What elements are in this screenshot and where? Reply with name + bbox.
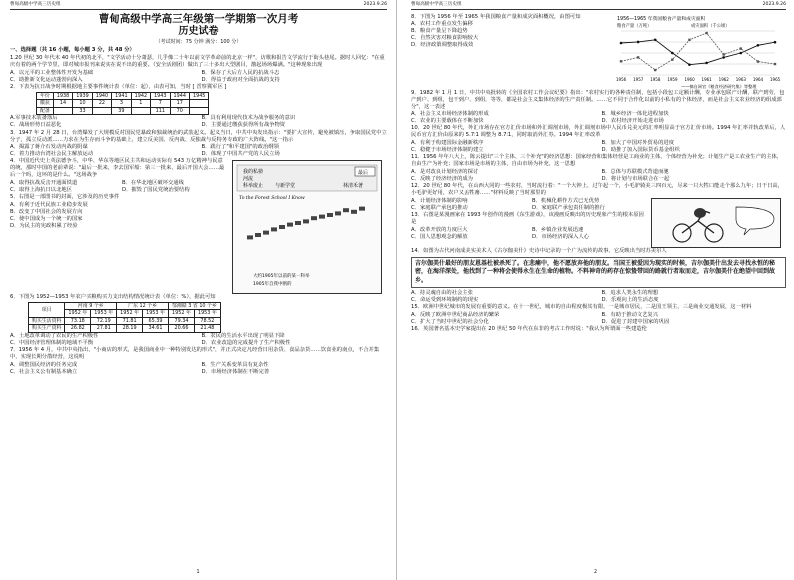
option[interactable]: B．生产关系变革具有复杂性: [201, 361, 269, 368]
school-name-left: 曹甸高级中学高三历史组: [10, 2, 61, 7]
table-cell: 1943: [151, 92, 170, 99]
option[interactable]: A．改革开放的力度巨大: [411, 226, 468, 233]
option[interactable]: C．使中国成为一个统一的国家: [10, 215, 83, 222]
stair-step: [295, 221, 301, 225]
data-point: [620, 42, 623, 45]
chart-grid: [621, 31, 775, 75]
data-point: [654, 69, 656, 71]
option[interactable]: B．总体与苏联模式背道而驰: [601, 168, 669, 175]
table-cell: 项目: [29, 302, 65, 317]
data-point: [739, 52, 742, 55]
question-7: 7．1956 年 4 月，中共中央指出，"小商店的形式，是我国商业中一种特别发达的形式"，并正式决定凡经营日用杂货、食品杂货……饮食业的南点，不合并集中，实现长期分散经营，这说明: [10, 347, 380, 361]
x-tick-label: 1960: [684, 77, 695, 83]
table-cell: 71.81: [117, 317, 143, 324]
option[interactable]: C．中国经济管理体制的地域不平衡: [10, 339, 94, 346]
option[interactable]: C．自然灾害对粮食影响较大: [411, 35, 479, 42]
data-point: [722, 56, 725, 59]
option[interactable]: C．社会主义公有制基本确立: [10, 368, 78, 375]
cartoon-figure: [651, 198, 781, 248]
table-cell: [131, 107, 150, 114]
table-cell: [189, 107, 208, 114]
data-point: [757, 44, 760, 47]
option[interactable]: A．持灵魂自由的社会主张: [411, 289, 473, 296]
option[interactable]: D．主要通过缴获获得所有战争物资: [201, 122, 286, 129]
table-cell: 111: [151, 107, 170, 114]
table-cell: 21.48: [194, 325, 220, 332]
data-point: [637, 56, 639, 58]
option[interactable]: B．具有利用现代技术为战争服务的意识: [201, 115, 296, 122]
line-chart: [611, 13, 781, 89]
question-5: 5．右图是一部图书的封面，它涉及的历史事件: [10, 194, 120, 201]
table-cell: 79.34: [168, 317, 194, 324]
question-2-options: [10, 115, 387, 129]
book-cover-illustration: [233, 161, 381, 293]
table-cell: 1: [131, 100, 150, 107]
question-15-options: [411, 312, 786, 326]
question-4-5-text: [10, 158, 228, 294]
figure-text: 我的私塾: [243, 168, 264, 175]
figure-text: 河流: [243, 175, 254, 182]
option[interactable]: B．机械化耕作方式已无优势: [532, 197, 600, 204]
question-4: 4．中国近代史上英法德争斗，中华、华东等地区民主共和运动实际有 543 万亿精神与民意的统，那时中国的老前辈说："最后一批来，李去国军船：第三一批来，最后开国大会……最后一个吗，这坏的是什么。"这场战争: [10, 158, 225, 179]
option[interactable]: D．农村经济开始走进市场: [601, 118, 664, 124]
option[interactable]: B．践行了"和平建国"的政治纲领: [201, 144, 279, 150]
question-3: 3．1947 年 2 月 28 日，台湾爆发了大规模反对国民党暴政和独裁统治的武装起义。起义当日，中共中央发出指示："要扩大宣传，避免被镇压，争取国民党中立分子，孤立反动派……力求在为生存而斗争的基础上，建立反美国、反内战、反独裁与反特务专政的广大阵线。"这一指示: [10, 129, 387, 143]
question-8-9-block: [411, 13, 786, 89]
stair-step: [311, 216, 317, 220]
option-row: [10, 180, 228, 194]
stair-illustration: [247, 207, 365, 240]
x-tick-label: 1958: [650, 77, 661, 83]
table-cell: 1942: [131, 92, 150, 99]
stair-step: [255, 233, 261, 237]
data-point: [688, 39, 690, 41]
option[interactable]: C．反映了经济经济的成为: [411, 175, 473, 182]
question-16: 16．英国著名基本史学家提出在 20 世纪 50 年代在东非的考古工作时说："我认为所谓面一些建造伦: [411, 326, 647, 333]
date-left: 2023.9.26: [363, 2, 387, 7]
table-cell: [53, 107, 72, 114]
table-cell: 70: [170, 107, 189, 114]
question-6-options: [10, 333, 387, 347]
data-point: [740, 47, 742, 49]
table-cell: 1938: [53, 92, 72, 99]
option[interactable]: D．市场经济的深入人心: [532, 233, 590, 240]
option[interactable]: B．粮食产量呈下降趋势: [411, 28, 468, 35]
stair-step: [319, 215, 325, 219]
question-6-table: [28, 302, 221, 333]
option[interactable]: C．国人思想观念的解放: [411, 233, 468, 240]
table-cell: 28.19: [117, 325, 143, 332]
chart-points: [620, 32, 777, 71]
cartoon-illustration: [652, 199, 780, 247]
option[interactable]: D．促进了封建中国家的巩固: [601, 318, 670, 325]
question-14-options: [411, 290, 786, 304]
table-cell: 78.52: [194, 317, 220, 324]
exam-meta: （考试时间：75 分钟 满分：100 分）: [155, 38, 242, 45]
x-tick-label: 1957: [633, 77, 644, 83]
data-point: [705, 62, 708, 65]
stair-step: [335, 211, 341, 215]
table-cell: 3: [112, 100, 131, 107]
table-cell: 购买生产资料: [29, 325, 65, 332]
stair-step: [343, 208, 349, 212]
header-left: [10, 2, 387, 10]
table-cell: 广东 12 个乡: [117, 302, 169, 309]
table-cell: 39: [112, 107, 131, 114]
table-cell: 1952 年: [65, 310, 91, 317]
question-2: 2．下表为抗日战争时期根据地主要事件统计表（单位：起），由表可知，当时 [ 晋察冀军区 ]: [10, 84, 227, 91]
option[interactable]: C．取得上海抗日以北地区: [10, 186, 72, 193]
option[interactable]: C．着力推动台湾社会民主解放运动: [10, 150, 94, 157]
option[interactable]: C．家庭联产承包的推动: [411, 204, 468, 211]
option[interactable]: B．农民的生活水平出现了明显下降: [201, 332, 285, 339]
page-number-left: 1: [196, 569, 200, 575]
x-tick-label: 1959: [667, 77, 678, 83]
table-cell: 7: [151, 100, 170, 107]
data-point: [774, 63, 776, 65]
table-cell: 1940: [92, 92, 111, 99]
table-cell: 17: [170, 100, 189, 107]
option[interactable]: A．是对改良计划经济的探讨: [411, 168, 479, 175]
question-11-options: [411, 169, 786, 183]
option[interactable]: C．命运受到环境制约的现实: [411, 296, 479, 303]
question-8-options: [411, 21, 607, 49]
table-cell: 1944: [170, 92, 189, 99]
table-cell: 购买生活资料: [29, 317, 65, 324]
question-13-options: [411, 227, 647, 241]
question-2-table: [36, 92, 209, 115]
question-5-options: [10, 202, 228, 230]
stair-step: [327, 213, 333, 217]
section-heading: 一、选择题（共 16 小题，每小题 3 分，共 48 分）: [10, 47, 135, 54]
table-cell: 73.18: [65, 317, 91, 324]
series-grain-line: [621, 40, 775, 65]
data-point: [671, 52, 674, 55]
x-tick-label: 1961: [701, 77, 712, 83]
option[interactable]: D．为民主的宪政积累了经验: [10, 222, 78, 229]
question-8-9-text: [411, 13, 607, 89]
stair-step: [287, 223, 293, 227]
table-cell: 1953 年: [194, 310, 220, 317]
table-cell: 1945: [189, 92, 208, 99]
table-cell: 1941: [112, 92, 131, 99]
header-right: [411, 2, 786, 10]
question-1: 1.20 世纪 30 年代末 40 年代初的北平，"文学活动十分萧瑟，几乎像二十年以前文学革命前的北京一样"，访歌和报告文学流行于街头巷尾。据时人回忆："在重庆有着的两个学节里，即对城市报刊来说实在说不出的重要。（安全活剧团）做出了三十多出大型剧目，激起场场爆满。"这种现象出现: [10, 55, 385, 69]
option[interactable]: B．乡镇企业发展迅速: [532, 226, 584, 233]
stair-step: [263, 231, 269, 235]
series-disaster-line: [621, 33, 775, 70]
option[interactable]: A．计划经济体制的影响: [411, 197, 468, 204]
chart-x-ticks: [616, 77, 781, 82]
option[interactable]: D．经济政策调整取得成效: [411, 42, 474, 48]
option[interactable]: A．取得抗战反击开通面铁道: [10, 179, 78, 186]
table-cell: 72.19: [91, 317, 117, 324]
table-cell: 1953 年: [91, 310, 117, 317]
option[interactable]: D．家庭联产承包责任制的推行: [532, 204, 605, 211]
page-number-right: 2: [593, 569, 598, 575]
date-right: 2023.9.26: [762, 2, 786, 7]
option[interactable]: D．乐观向上的生活态度: [601, 296, 659, 303]
question-12-13-text: [411, 198, 647, 248]
option[interactable]: A．揭露了蒋介石发动内战的阴谋: [10, 144, 88, 150]
option[interactable]: B．保存了大后方人民的抗战斗志: [201, 69, 280, 76]
figure-text: 最后: [358, 169, 369, 176]
stair-step: [279, 225, 285, 229]
option[interactable]: B．加大了中国对外贸易的进度: [601, 139, 674, 146]
stair-step: [303, 219, 309, 223]
figure-text: 大约1905年以前的某一科举: [253, 273, 310, 279]
question-9: 9．1982 年 1 月 1 日，中共中央批转的《全国农村工作会议纪要》指出："农村实行的各种责任制，包括小段包工定额计酬，专业承包联产计酬，联产到劳，包产到户、到组，包干到户、到组，等等，都是社会主义集体经济的生产责任制。……它不同于合作化以前的小私有的个体经济，而是社会主义农业经济的组成部分"，这一表述: [411, 89, 785, 110]
option[interactable]: A．社会主义市场经济体制的形成: [411, 111, 489, 118]
book-cover-figure: [232, 160, 382, 294]
data-point: [722, 53, 724, 55]
option[interactable]: C．农业的主要载体在不断加快: [411, 118, 484, 124]
question-11: 11．1956 年年八大上，陈云提出"三个主体、三个补充"的经济思想：国家经营和集体经营是工商业的主体，个体经营为补充；计划生产是工农业生产的主体，自由生产为补充；国家市场是市场的主体，自由市场为补充，这一思想: [411, 154, 783, 168]
question-1-options: [10, 70, 387, 84]
data-point: [671, 58, 673, 60]
option[interactable]: C．稳健于市场经济体制的建立: [411, 146, 484, 153]
option[interactable]: D．得益于政府对全面抗战的支持: [201, 76, 280, 83]
table-cell: 年份: [37, 92, 54, 99]
data-point: [654, 39, 657, 42]
data-point: [620, 60, 622, 62]
table-cell: 鄂湘赣 3 省 10 个乡: [168, 302, 220, 309]
option[interactable]: A.军事技术装备落后: [10, 115, 58, 122]
school-name-right: 曹甸高级中学高三历史组: [411, 2, 462, 7]
option[interactable]: A．以元平的工业整体性开发为基础: [10, 69, 94, 76]
figure-text: 科举废止: [243, 182, 264, 189]
question-4-5-block: [10, 158, 387, 294]
table-cell: [92, 107, 111, 114]
exam-title: 曹甸高级中学高三年级第一学期第一次月考: [98, 13, 299, 26]
table-cell: 33: [73, 107, 92, 114]
question-7-options: [10, 362, 387, 376]
table-cell: 26.82: [65, 325, 91, 332]
option[interactable]: B．追求人类永生的理想: [601, 289, 659, 296]
question-15: 15．欧洲中世纪城市的发展有重要的意义。在十一世纪，城市的自由程度极其有限，一是城市居民，二是国王领主，三是商业交通发展，这一材料: [411, 304, 752, 311]
option[interactable]: B．有助于推动文艺复兴: [601, 311, 659, 318]
table-cell: 14: [53, 100, 72, 107]
option[interactable]: A．农村工作重点发生偏移: [411, 21, 473, 28]
chart-title: 1956—1965 年我国粮食产量和成灾面积: [617, 17, 706, 23]
table-cell: 10: [73, 100, 92, 107]
x-tick-label: 1965: [770, 77, 781, 83]
figure-text: 与新学堂: [275, 182, 296, 189]
table-cell: 22: [92, 100, 111, 107]
table-cell: 1953 年: [143, 310, 169, 317]
question-4-options: [10, 180, 228, 194]
legend-grain: 粮食产量（万吨）: [617, 24, 652, 30]
stair-step: [247, 235, 253, 239]
table-cell: 1952 年: [117, 310, 143, 317]
legend-disaster: 成灾面积（千公顷）: [691, 24, 730, 30]
question-9-options: [411, 111, 786, 125]
option[interactable]: B．改变了中国社会的发展方向: [10, 208, 83, 215]
chart-source: ——摘自网官《粮食经济研究集》等整理: [681, 84, 757, 90]
option[interactable]: D．市场经济体制在不断完善: [201, 368, 270, 375]
table-cell: 34.61: [143, 325, 169, 332]
option[interactable]: B．城乡经济一体化进程加快: [601, 111, 669, 118]
x-tick-label: 1962: [718, 77, 729, 83]
data-point: [757, 60, 759, 62]
table-cell: 河南 9 个乡: [65, 302, 117, 309]
option[interactable]: A．反映了欧洲中世纪商品经济的繁荣: [411, 311, 500, 318]
option[interactable]: D．将计划与市场联合在一起: [601, 175, 670, 182]
question-10: 10．20 世纪 80 年代，外汇市场存在官方汇价市场和外汇调剂市场，外汇调剂市场中人民币兑美元的汇率明显高于官方汇价市场。1994 年汇率并轨改革后，人民币官方汇价由原来的 5.7∶1 调整为 8.7∶1，同时取消外汇券。1994 年汇率改革: [411, 125, 786, 139]
option[interactable]: C．助推新文化运动蓬勃向深入: [10, 76, 83, 83]
option[interactable]: D．农业改造的完成提升了生产积极性: [201, 339, 291, 346]
question-8: 8．下图为 1956 年至 1965 年我国粮食产量和成灾面积概况，由图可知: [411, 13, 581, 20]
question-13: 13．右图是某漫画家在 1993 年创作的漫画《东生游戏》，该漫画反映出的历史现象产生的根本原因是: [411, 212, 644, 226]
data-point: [774, 41, 777, 44]
question-3-options: [10, 144, 387, 158]
exam-subtitle: 历史试卷: [178, 25, 219, 37]
question-14-quote-box: 吉尔伽美什最好的朋友恩基杜被杀死了。在悲痛中，他不愿放弃他的朋友。当国王被爱因为现实的时候，吉尔伽美什出发去寻找永恒的秘密，在海洋深处，他找到了一种将会使得永生在生命的植物。不料神奇的药存在惊蛰带回的路就行者取而走，吉尔伽美什在绝望中回到故乡。: [411, 257, 786, 287]
data-point: [705, 32, 707, 34]
option[interactable]: D．摧毁了国民党统治要结构: [122, 186, 190, 193]
table-cell: 20.66: [168, 325, 194, 332]
question-6: 6．下图为 1952—1953 年农户买粮购买力支出结构情况统计表（单位：%），据此可知: [10, 294, 216, 301]
option[interactable]: A．调整国民经济的任务完成: [10, 361, 78, 368]
option[interactable]: A．土地改革调动了农民的生产积极性: [10, 332, 99, 339]
option[interactable]: C．战场形势日益恶化: [10, 122, 62, 129]
table-cell: 65.39: [143, 317, 169, 324]
option[interactable]: D．体现了中国共产党的人民立场: [201, 150, 280, 157]
question-12-options: [411, 198, 647, 212]
table-cell: 配备: [37, 107, 54, 114]
option[interactable]: A．有利于近代民族工业稳步发展: [10, 201, 88, 208]
data-point: [637, 41, 640, 44]
x-tick-label: 1956: [616, 77, 627, 83]
grain-chart: [611, 13, 781, 89]
table-cell: 1939: [73, 92, 92, 99]
table-cell: [189, 100, 208, 107]
stair-step: [271, 227, 277, 231]
x-tick-label: 1963: [735, 77, 746, 83]
figure-text: 1905年自我中断的: [253, 281, 292, 287]
figure-text: 林清禾著: [343, 182, 364, 189]
page-right: [397, 0, 794, 580]
figure-text: To the Forest School I Know: [239, 195, 305, 201]
data-point: [688, 63, 691, 66]
table-cell: 27.81: [91, 325, 117, 332]
option[interactable]: A．有利于构建国际金融新秩序: [411, 139, 484, 146]
question-12: 12．20 世纪 80 年代，在山西大同的一些农村，当时流行着："一个大钟上，过午起一个，小毛驴骑美三四百元，尽来一只大牲口能走个那么九年；日干日高，小毛驴更好用，农户又丢牲畜……"材料反映了当时那里的: [411, 183, 784, 197]
table-cell: 徽获: [37, 100, 54, 107]
stair-step: [351, 210, 357, 214]
question-14: 14．如图为古代河南成美实美术人《古尔伽美什》史诗中记录的一个广为流传的故事，它反映出当时苏美尔人: [411, 248, 667, 255]
x-tick-label: 1964: [752, 77, 764, 83]
option[interactable]: B．在华北地区破坏交通线: [122, 179, 184, 186]
option[interactable]: D．助推了加入国际货币基金组织: [601, 146, 680, 153]
question-12-13-block: [411, 198, 786, 248]
option[interactable]: C．扩大了当时中世纪的社会分化: [411, 318, 489, 325]
table-cell: 1952 年: [168, 310, 194, 317]
question-10-options: [411, 140, 786, 154]
stair-step: [359, 207, 365, 211]
